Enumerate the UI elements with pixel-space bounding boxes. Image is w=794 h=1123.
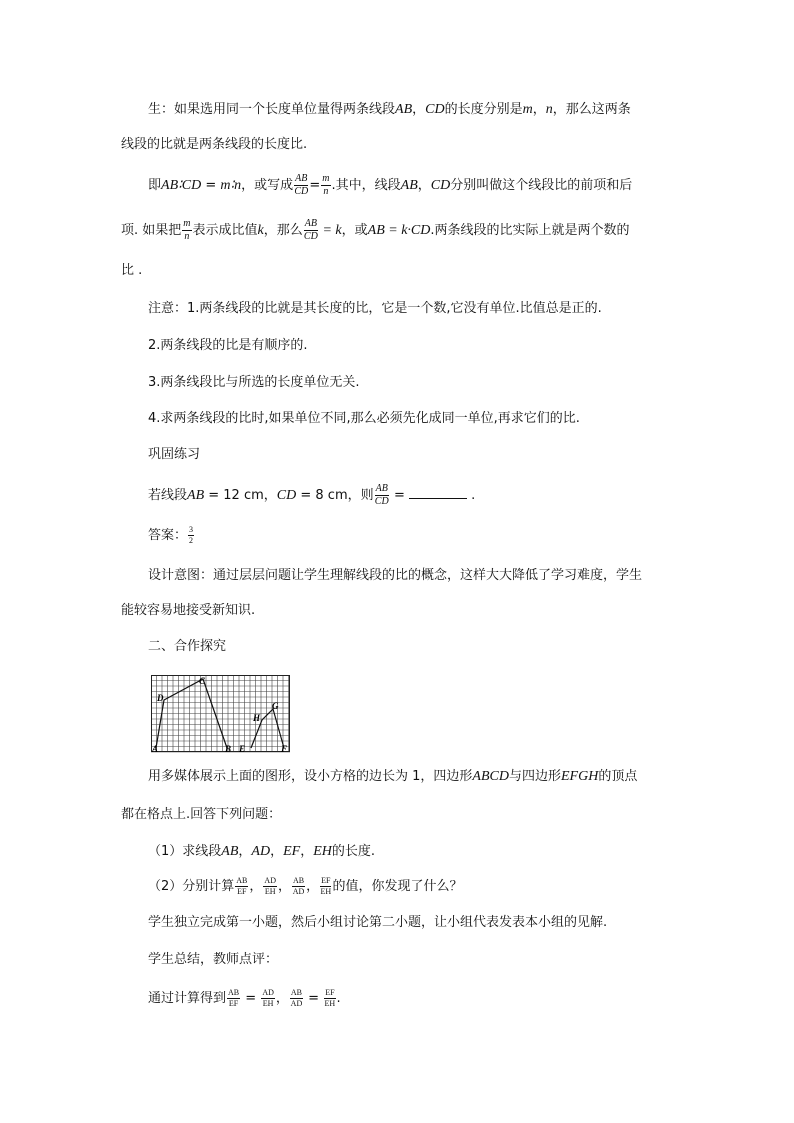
fraction-ab-cd-practice: $\frac{AB}{CD}$ xyxy=(374,483,389,507)
note-1: 注意：1.两条线段的比就是其长度的比，它是一个数,它没有单位.比值总是正的. xyxy=(148,301,602,316)
figure-description-line2: 都在格点上.回答下列问题： xyxy=(121,807,282,822)
fraction-ab-ad-result: $\frac{AB}{AD}$ xyxy=(290,988,303,1008)
practice-answer: 答案： $\frac{3}{2}$ xyxy=(148,525,194,545)
paragraph-ratio-line1: 即AB∶CD = m∶n，或写成 $\frac{AB}{CD}$ = $\frac{m}{n}$ .其中，线段AB，CD分别叫做这个线段比的前项和后 xyxy=(148,173,633,197)
note-4: 4.求两条线段的比时,如果单位不同,那么必须先化成同一单位,再求它们的比. xyxy=(148,411,580,426)
note-3: 3.两条线段比与所选的长度单位无关. xyxy=(148,375,360,390)
student-work-text: 学生独立完成第一小题，然后小组讨论第二小题，让小组代表发表本小组的见解. xyxy=(148,915,608,930)
label-c: C xyxy=(199,676,206,686)
fraction-ab-cd-2: $\frac{AB}{CD}$ xyxy=(303,218,318,242)
label-h: H xyxy=(253,713,261,723)
answer-blank xyxy=(409,486,467,499)
figure-description-line1: 用多媒体展示上面的图形，设小方格的边长为 1，四边形ABCD与四边形EFGH的顶点 xyxy=(148,769,638,784)
fraction-ab-ad: $\frac{AB}{AD}$ xyxy=(292,876,305,896)
grid-figure xyxy=(151,675,291,753)
label-b: B xyxy=(225,744,232,753)
fraction-ab-ef: $\frac{AB}{EF}$ xyxy=(236,876,248,896)
fraction-answer: $\frac{3}{2}$ xyxy=(189,525,194,545)
label-f: F xyxy=(281,744,288,753)
section-heading: 二、合作探究 xyxy=(148,639,227,654)
paragraph-definition-line1: 生：如果选用同一个长度单位量得两条线段AB，CD的长度分别是m，n，那么这两条 xyxy=(148,102,631,117)
fraction-ef-eh-result: $\frac{EF}{EH}$ xyxy=(324,988,336,1008)
label-d: D xyxy=(157,693,164,703)
label-a: A xyxy=(152,744,159,753)
design-intent-line1: 设计意图：通过层层问题让学生理解线段的比的概念，这样大大降低了学习难度，学生 xyxy=(148,568,643,583)
fraction-ad-eh: $\frac{AD}{EH}$ xyxy=(264,876,276,896)
fraction-ef-eh: $\frac{EF}{EH}$ xyxy=(320,876,332,896)
question-2: （2）分别计算 $\frac{AB}{EF}$ ， $\frac{AD}{EH}$ ， $\frac{AB}{AD}$ ， $\frac{EF}{EH}$ 的值，你发现了什么？ xyxy=(148,876,463,896)
paragraph-ratio-line2: 项. 如果把 $\frac{m}{n}$ 表示成比值k，那么 $\frac{AB}{CD}$ = k，或AB = k·CD.两条线段的比实际上就是两个数的 xyxy=(121,218,630,242)
fraction-m-n-2: $\frac{m}{n}$ xyxy=(183,218,191,242)
summary-text: 学生总结，教师点评： xyxy=(148,952,279,967)
note-2: 2.两条线段的比是有顺序的. xyxy=(148,338,308,353)
paragraph-definition-line2: 线段的比就是两条线段的长度比. xyxy=(121,137,308,152)
fraction-m-n: $\frac{m}{n}$ xyxy=(322,173,330,197)
fraction-ab-cd: $\frac{AB}{CD}$ xyxy=(294,173,309,197)
fraction-ad-eh-result: $\frac{AD}{EH}$ xyxy=(262,988,274,1008)
fraction-ab-ef-result: $\frac{AB}{EF}$ xyxy=(228,988,240,1008)
paragraph-ratio-line3: 比 . xyxy=(121,263,143,278)
practice-question: 若线段AB = 12 cm，CD = 8 cm，则 $\frac{AB}{CD}$ = . xyxy=(148,483,476,507)
question-1: （1）求线段AB，AD，EF，EH的长度. xyxy=(148,844,376,859)
result-text: 通过计算得到 $\frac{AB}{EF}$ = $\frac{AD}{EH}$ ， $\frac{AB}{AD}$ = $\frac{EF}{EH}$ . xyxy=(148,988,341,1008)
label-g: G xyxy=(272,701,279,711)
design-intent-line2: 能较容易地接受新知识. xyxy=(121,603,256,618)
label-e: E xyxy=(239,744,246,753)
practice-heading: 巩固练习 xyxy=(148,447,201,462)
